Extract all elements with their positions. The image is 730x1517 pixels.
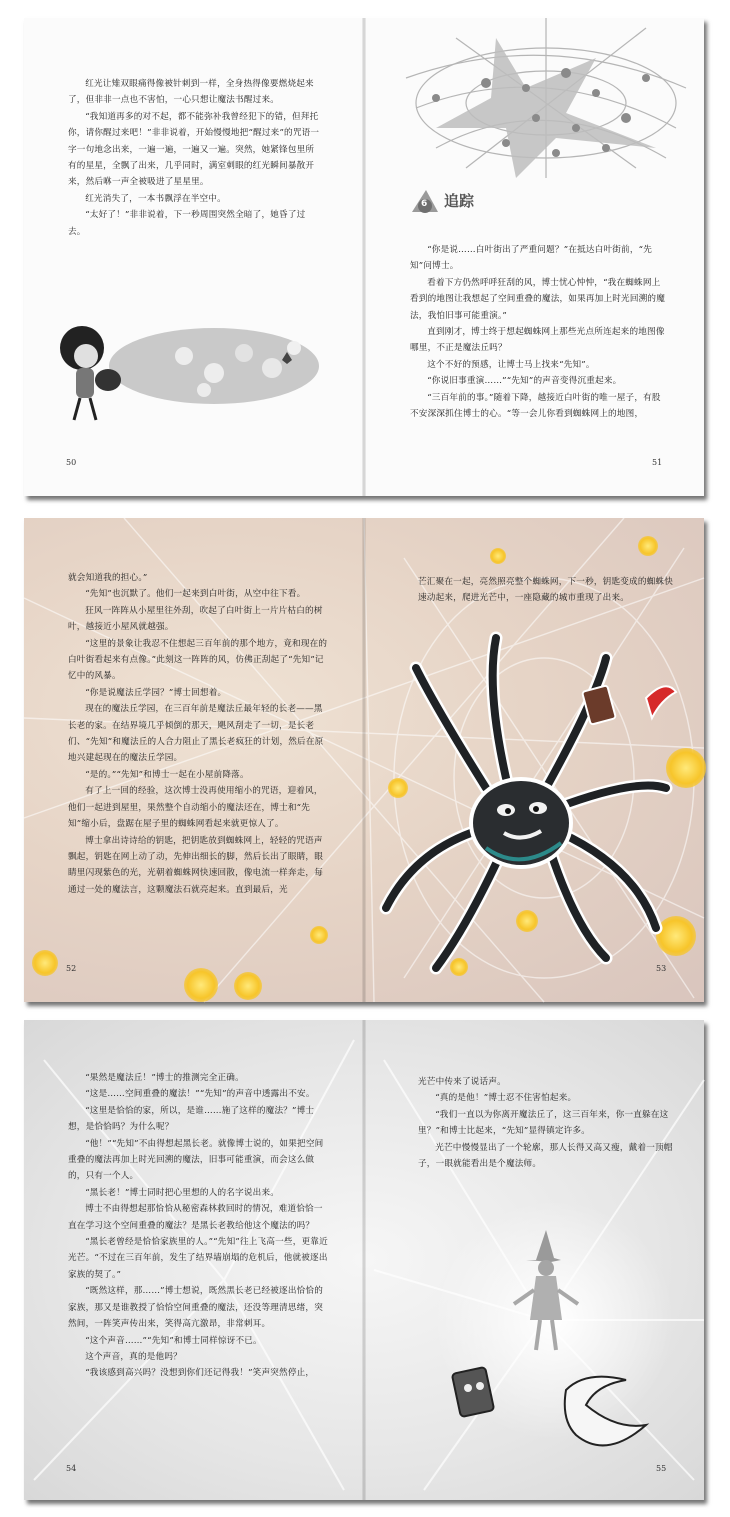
- page-number: 53: [656, 964, 667, 973]
- paragraph: “真的是他！”博士忍不住害怕起来。: [435, 1093, 577, 1104]
- paragraph: 就会知道我的担心。”: [68, 573, 148, 583]
- paragraph: 现在的魔法丘学园，在三百年前是魔法丘最年轻的长老——黑长老的家。在结界境几乎倾倒的那天，飓风刮走了一切，是长老们、“先知”和魔法丘的人合力阻止了黑长老疯狂的计划，然后在原地兴建起现在的魔法丘学园。: [68, 704, 324, 764]
- paragraph: “他！”“先知”不由得想起黑长老。就像博士说的，如果把空间重叠的魔法再加上时光回溯的魔法，旧事可能重演，而会这么做的，只有一个人。: [68, 1138, 324, 1182]
- paragraph: 看着下方仍然呼呼狂刮的风，博士忧心忡忡，“我在蜘蛛网上看到的地图让我想起了空间重叠的魔法，如果再加上时光回溯的魔法，我怕旧事可能重演。”: [410, 277, 666, 321]
- paragraph: “我该感到高兴吗？没想到你们还记得我！”笑声突然停止，: [85, 1368, 315, 1379]
- glowing-orb: [638, 536, 658, 556]
- paragraph: “黑长老！”博士同时把心里想的人的名字说出来。: [85, 1187, 280, 1198]
- paragraph: 博士不由得想起那恰恰从秘密森林救回时的情况，难道恰恰一直在学习这个空间重叠的魔法？是黑长老教给他这个魔法的吗？: [68, 1204, 323, 1231]
- page-51-text: [410, 242, 668, 422]
- paragraph: “果然是魔法丘！”博士的推测完全正确。: [85, 1073, 244, 1083]
- page-number: 54: [66, 1464, 77, 1473]
- star-web-map-illustration: [396, 18, 696, 178]
- page-50-text: [68, 76, 320, 240]
- paragraph: “我知道再多的对不起，都不能弥补我曾经犯下的错，但拜托你，请你醒过来吧！”非非说着，开始慢慢地把“醒过来”的咒语一字一句地念出来，一遍一遍，一遍又一遍。突然，她紧锋包里所有的星星，全飘了出来，几乎同时，满室刺眼的红光瞬间暴散开来，然后咻一声全被吸进了星星里。: [68, 111, 320, 188]
- page-53: [366, 518, 704, 1002]
- paragraph: “你是说魔法丘学园？”博士回想着。: [85, 687, 227, 698]
- paragraph: “你说旧事重演……”“先知”的声音变得沉重起来。: [427, 376, 622, 387]
- paragraph: 红光让雉双眼痛得像被针刺到一样，全身热得像要燃烧起来了，但非非一点也不害怕，一心只想让魔法书醒过来。: [68, 79, 314, 106]
- page-52-text: [68, 570, 330, 898]
- paragraph: 直到刚才，博士终于想起蜘蛛网上那些光点所连起来的地图像哪里，不正是魔法丘吗？: [410, 327, 665, 354]
- paragraph: “这里是恰恰的家，所以，是谁……施了这样的魔法？”博士想，是恰恰吗？为什么呢？: [68, 1105, 315, 1133]
- glowing-orb: [490, 548, 506, 564]
- chapter-title: 追踪: [444, 192, 475, 210]
- page-52: [24, 518, 362, 1002]
- book-spread-pages-50-51: [24, 18, 704, 496]
- page-number: 55: [656, 1464, 667, 1473]
- page-54-text: [68, 1070, 330, 1382]
- paragraph: “这个声音……”“先知”和博士同样惊讶不已。: [85, 1335, 262, 1346]
- paragraph: “太好了！”非非说着，下一秒周围突然全暗了，她昏了过去。: [68, 210, 306, 237]
- paragraph: “我们一直以为你离开魔法丘了，这三百年来，你一直躲在这里？”和博士比起来，“先知”显得镇定许多。: [418, 1109, 669, 1137]
- glowing-orb: [32, 950, 58, 976]
- paragraph: “三百年前的事。”随着下降，越接近白叶街的唯一屋子，有股不安深深抓住博士的心。“等一会儿你看到蜘蛛网上的地图，: [410, 392, 661, 420]
- page-55: [366, 1020, 704, 1500]
- page-55-text: [418, 1074, 680, 1172]
- page-53-text: [418, 574, 680, 607]
- paragraph: 光芒中传来了说话声。: [418, 1077, 506, 1087]
- glowing-orb: [184, 968, 218, 1002]
- paragraph: “先知”也沉默了。他们一起来到白叶街，从空中往下看。: [85, 589, 306, 600]
- spider-illustration: [376, 628, 676, 988]
- paragraph: 博士拿出诗诗给的钥匙，把钥匙放到蜘蛛网上，轻轻的咒语声飘起，钥匙在网上动了动，先伸出细长的脚，然后长出了眼睛，眼睛里闪现紫色的光，光朝着蜘蛛网快速回散，像电流一样奔走，每通过一处的魔法言，这颗魔法石就亮起来。直到最后，光: [68, 835, 324, 895]
- wizard-silhouette-illustration: [386, 1220, 686, 1480]
- paragraph: 狂风一阵阵从小屋里往外刮，吹起了白叶街上一片片枯白的树叶，越接近小屋风就越强。: [68, 605, 323, 633]
- paragraph: “这里的景象让我忍不住想起三百年前的那个地方，竟和现在的白叶街看起来有点像。”此刻这一阵阵的风，仿佛正刮起了“先知”记忆中的风暴。: [68, 638, 328, 682]
- paragraph: 芒汇聚在一起，亮然照亮整个蜘蛛网，下一秒，钥匙变成的蜘蛛快速动起来，爬进光芒中，一座隐藏的城市重现了出来。: [418, 577, 674, 604]
- paragraph: 光芒中慢慢显出了一个轮廓，那人长得又高又瘦，戴着一顶帽子，一眼就能看出是个魔法师。: [418, 1142, 673, 1170]
- page-50: [24, 18, 362, 496]
- paragraph: “你是说……白叶街出了严重问题？”在抵达白叶街前，“先知”问博士。: [410, 245, 653, 272]
- paragraph: “黑长老曾经是恰恰家族里的人。”“先知”往上飞高一些，更靠近光芒。“不过在三百年前，发生了结界墙崩塌的危机后，他就被逐出家族的契了。”: [68, 1237, 328, 1280]
- paragraph: 有了上一回的经验，这次博士没再使用缩小的咒语，迎着风，他们一起进到屋里，果然整个自动缩小的魔法还在，博士和“先知”缩小后，盘踞在屋子里的蜘蛛网看起来就更惊人了。: [68, 786, 323, 830]
- paragraph: 这个声音，真的是他吗？: [85, 1351, 182, 1362]
- chapter-number: 6: [421, 199, 428, 209]
- paragraph: 这个不好的预感，让博士马上找来“先知”。: [427, 359, 595, 370]
- page-54: [24, 1020, 362, 1500]
- paragraph: “是的。”“先知”和博士一起在小屋前降落。: [85, 769, 249, 780]
- girl-with-magic-bubbles-illustration: [54, 318, 314, 438]
- book-spread-pages-52-53: [24, 518, 704, 1002]
- paragraph: 红光消失了，一本书飘浮在半空中。: [85, 193, 226, 204]
- paragraph: “既然这样，那……”博士想说，既然黑长老已经被逐出恰恰的家族，那又是谁教授了恰恰空间重叠的魔法，还没等理清思绪，突然间，一阵笑声传出来，笑得高亢激昂，非常刺耳。: [68, 1286, 324, 1330]
- page-number: 52: [66, 964, 77, 973]
- page-number: 50: [66, 458, 77, 467]
- glowing-orb: [310, 926, 328, 944]
- paragraph: “这是……空间重叠的魔法！”“先知”的声音中透露出不安。: [85, 1089, 315, 1100]
- glowing-orb: [234, 972, 262, 1000]
- page-51: [366, 18, 704, 496]
- book-spread-pages-54-55: [24, 1020, 704, 1500]
- page-number: 51: [652, 458, 663, 467]
